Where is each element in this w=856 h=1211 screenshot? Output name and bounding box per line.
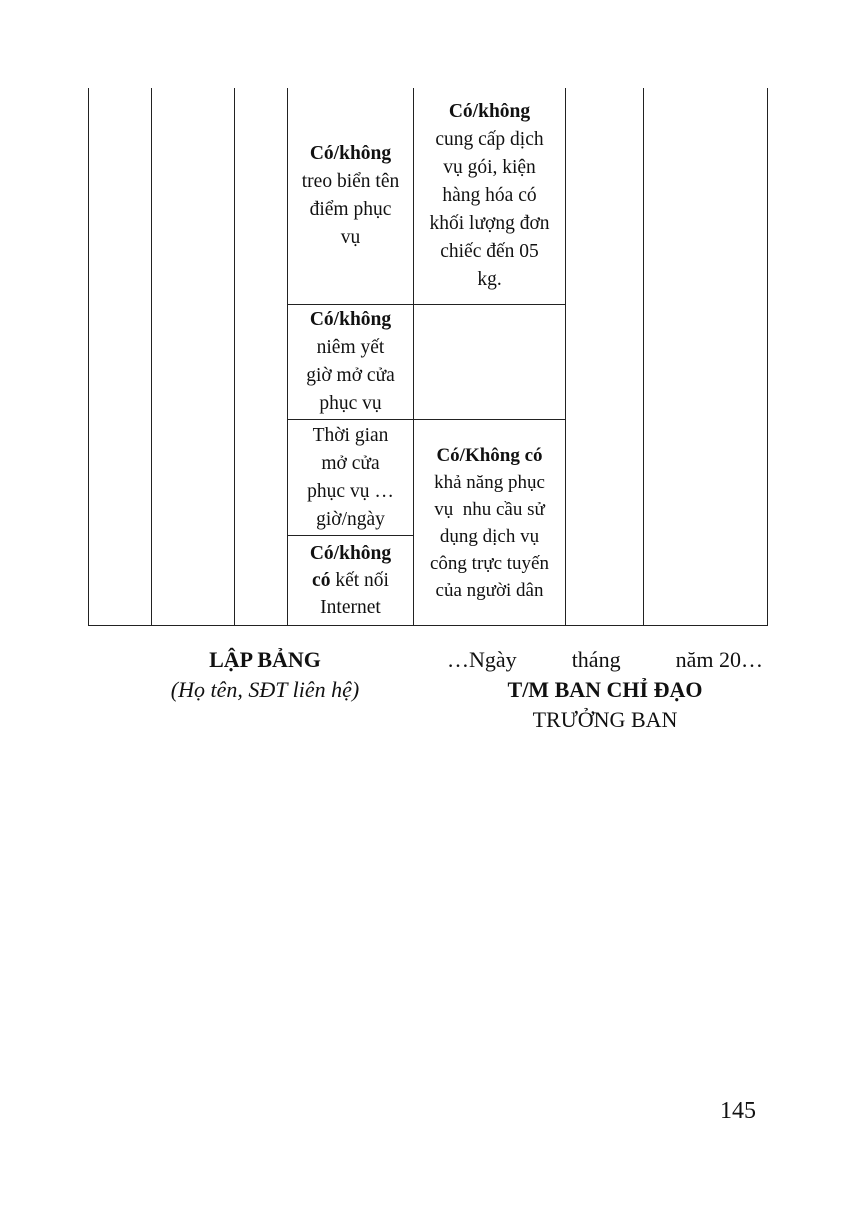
cell-text-line: khả năng phục [434,471,545,493]
cell-text-line: phục vụ [319,393,382,414]
table-border-bottom [88,625,768,626]
cell-text-line: của người dân [435,579,544,601]
cell-internet-connection [288,536,413,625]
date-line [447,645,763,675]
cell-bold-label: Có/không [309,143,392,164]
table-col-line [643,88,644,626]
cell-online-service-capacity [414,420,565,625]
signature-block-preparer [120,645,410,705]
committee-head: TRƯỞNG BAN [532,707,678,732]
cell-text-line: cung cấp dịch [435,129,544,150]
preparer-subtitle: (Họ tên, SĐT liên hệ) [170,677,360,702]
cell-text-line: hàng hóa có [442,185,537,206]
cell-opening-time [288,420,413,535]
cell-text-line: Thời gian [312,424,389,446]
table-border-left [88,88,89,626]
cell-text-line: Internet [320,597,381,618]
cell-text-fragment: kết nối [330,570,389,591]
date-year: năm 20… [675,647,763,672]
date-month: tháng [571,647,621,672]
cell-opening-hours-posted [288,305,413,419]
cell-text-line: giờ mở cửa [306,365,395,386]
cell-text-line: giờ/ngày [316,508,385,530]
cell-text-line: niêm yết [316,337,385,358]
cell-text-line: khối lượng đơn [429,213,550,234]
committee-title: T/M BAN CHỈ ĐẠO [507,677,703,702]
cell-text-line: vụ [340,227,361,248]
cell-text-line: treo biển tên [301,171,400,192]
cell-text-line: điểm phục [309,199,392,220]
cell-parcel-service [414,88,565,304]
cell-bold-label: Có/không [448,101,531,122]
cell-bold-word: có [312,570,331,591]
preparer-title: LẬP BẢNG [209,647,321,672]
cell-text-line: công trực tuyến [430,552,549,574]
cell-text-line: dụng dịch vụ [439,525,540,547]
cell-text-line [312,567,389,594]
table-border-right [767,88,768,626]
cell-text-line: vụ nhu cầu sử [434,498,545,520]
table-col-line [565,88,566,626]
survey-table [88,88,768,626]
cell-text-line: mở cửa [321,452,380,474]
cell-text-line: vụ gói, kiện [443,157,536,178]
table-col-line [234,88,235,626]
cell-text-line: kg. [477,269,502,290]
cell-bold-label: Có/Không có [436,444,543,466]
cell-bold-label: Có/không [309,309,392,330]
cell-sign-board [288,88,413,304]
cell-text-line: chiếc đến 05 [440,241,539,262]
page-number: 145 [720,1098,756,1124]
date-day: …Ngày [447,647,517,672]
cell-text-line: phục vụ … [307,480,394,502]
cell-bold-label: Có/không [309,543,392,564]
table-col-line [151,88,152,626]
signature-block-steering-committee [440,645,770,735]
